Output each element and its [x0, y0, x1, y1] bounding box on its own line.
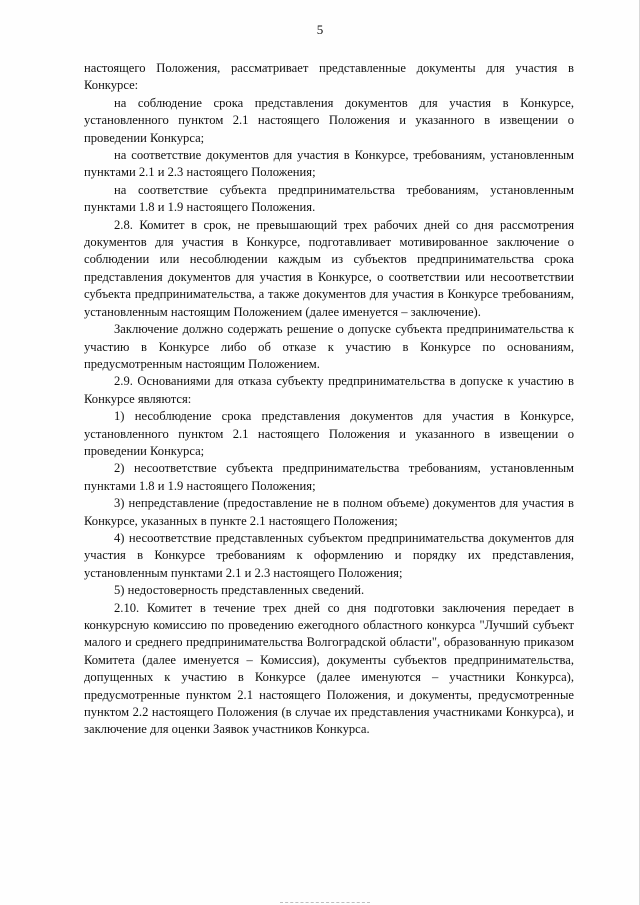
paragraph-deadline-check: на соблюдение срока представления документов для участия в Конкурсе, установленного пунктом 2.1 настоящего Положения и указанного в извещении о проведении Конкурса; — [84, 95, 574, 145]
paragraph-section-2-8: 2.8. Комитет в срок, не превышающий трех рабочих дней со дня рассмотрения документов для участия в Конкурсе, подготавливает мотивированное заключение о соблюдении или несоблюдении каждым из субъектов предпринимательства срока представления документов для участия в Конкурсе, о соответствии или несоответствии субъекта предпринимательства, а также документов для участия в Конкурсе требованиям, установленным настоящим Положением (далее именуется – заключение). — [84, 217, 574, 319]
list-item-3: 3) непредставление (предоставление не в полном объеме) документов для участия в Конкурсе, указанных в пункте 2.1 настоящего Положения; — [84, 496, 574, 528]
paragraph-section-2-9: 2.9. Основаниями для отказа субъекту предпринимательства в допуске к участию в Конкурсе являются: — [84, 374, 574, 406]
paragraph-entity-check: на соответствие субъекта предпринимательства требованиям, установленным пунктами 1.8 и 1.9 настоящего Положения. — [84, 182, 574, 215]
list-item-5: 5) недостоверность представленных сведений. — [114, 583, 365, 598]
list-item-4: 4) несоответствие представленных субъектом предпринимательства документов для участия в Конкурсе требованиям к оформлению и порядку их представления, установленным пунктами 2.1 и 2.3 настоящего Положения; — [84, 530, 574, 580]
document-body — [84, 60, 574, 739]
list-item-1: 1) несоблюдение срока представления документов для участия в Конкурсе, установленного пунктом 2.1 настоящего Положения и указанного в извещении о проведении Конкурса; — [84, 409, 574, 458]
paragraph-documents-check: на соответствие документов для участия в Конкурсе, требованиям, установленным пунктами 2.1 и 2.3 настоящего Положения; — [84, 148, 574, 180]
page-number: 5 — [316, 22, 324, 37]
paragraph-conclusion: Заключение должно содержать решение о допуске субъекта предпринимательства к участию в Конкурсе либо об отказе к участию в Конкурсе по основаниям, предусмотренным настоящим Положением. — [84, 322, 574, 371]
list-item-2: 2) несоответствие субъекта предпринимательства требованиям, установленным пунктами 1.8 и 1.9 настоящего Положения; — [84, 461, 574, 493]
scan-artifact-dash — [280, 902, 370, 903]
paragraph-continuation: настоящего Положения, рассматривает представленные документы для участия в Конкурсе: — [84, 61, 574, 93]
paragraph-section-2-10: 2.10. Комитет в течение трех дней со дня подготовки заключения передает в конкурсную комиссию по проведению ежегодного областного конкурса "Лучший субъект малого и среднего предпринимательства Волгоградской области", образованную приказом Комитета (далее именуется – Комиссия), документы субъектов предпринимательства, допущенных к участию в Конкурсе (далее именуются – участники Конкурса), предусмотренные пунктом 2.1 настоящего Положения, и документы, предусмотренные пунктом 2.2 настоящего Положения (в случае их представления участниками Конкурса), и заключение для оценки Заявок участников Конкурса. — [84, 600, 574, 737]
